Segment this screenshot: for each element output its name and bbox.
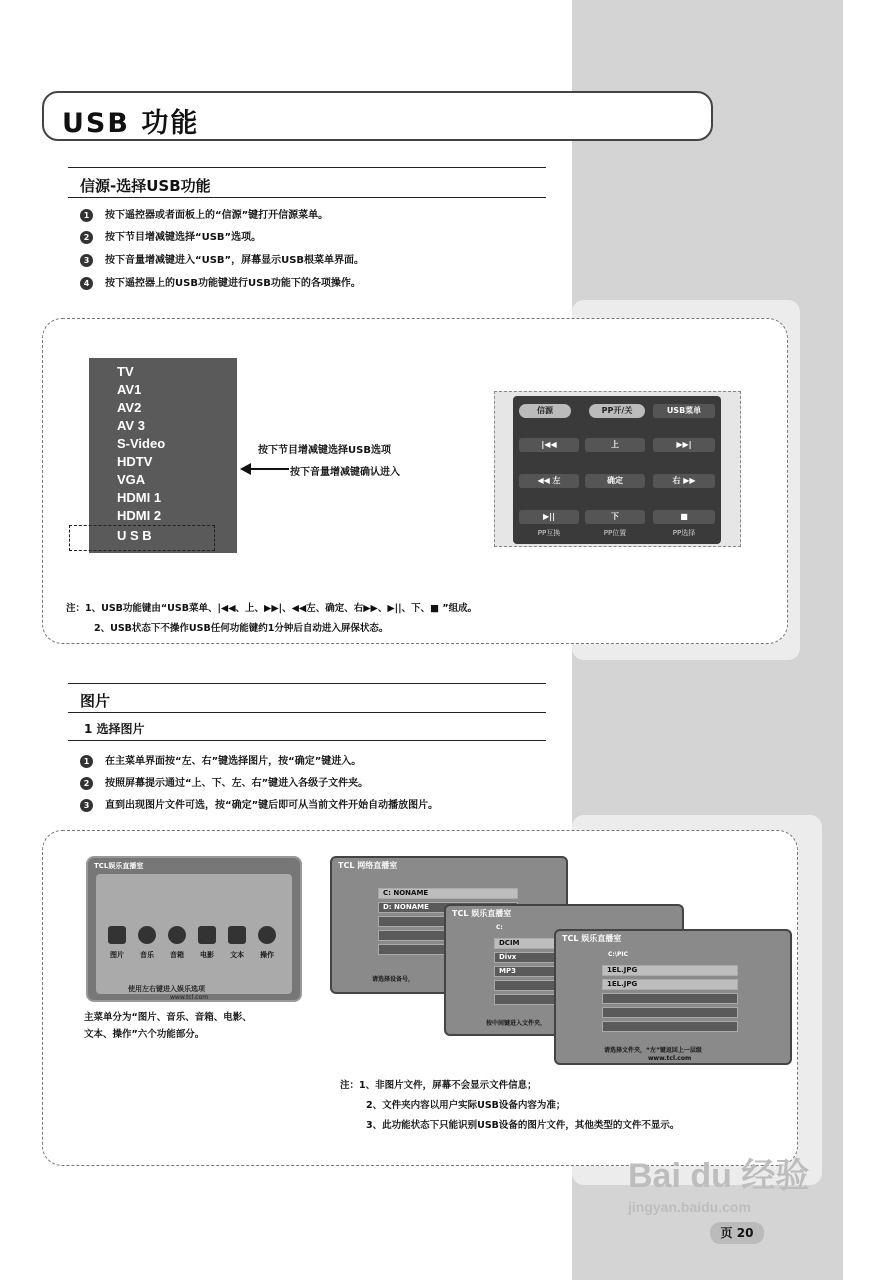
play-pause-key: ▶|| — [519, 510, 579, 524]
remote-keypad — [513, 396, 721, 544]
file-row — [602, 1007, 738, 1018]
up-key: 上 — [585, 438, 645, 452]
source-menu-item-usb: U S B — [117, 528, 152, 543]
source-menu-item: TV — [117, 364, 134, 379]
remote-label: PP互换 — [537, 529, 561, 537]
window-title: TCL 娱乐直播室 — [562, 934, 622, 943]
section1-bottom-rule — [68, 197, 546, 198]
main-menu-screen — [96, 874, 292, 994]
section2-note-3: 3、此功能状态下只能识别USB设备的图片文件，其他类型的文件不显示。 — [366, 1120, 680, 1131]
file-row: 1EL.JPG — [602, 965, 738, 976]
source-menu-item: AV 3 — [117, 418, 145, 433]
usb-menu-key: USB菜单 — [653, 404, 715, 418]
main-menu-footer: 使用左右键进入娱乐选项 — [128, 985, 205, 993]
down-key: 下 — [585, 510, 645, 524]
main-menu-title: TCL娱乐直播室 — [94, 862, 144, 870]
section2-step-3: 3 直到出现图片文件可选，按“确定”键后即可从当前文件开始自动播放图片。 — [80, 796, 438, 812]
main-menu-caption-1: 主菜单分为“图片、音乐、音箱、电影、 — [84, 1012, 252, 1023]
menu-label: 音箱 — [170, 951, 184, 959]
section1-step-2: 2 按下节目增减键选择“USB”选项。 — [80, 228, 261, 244]
page-title-box — [42, 91, 713, 141]
movie-icon — [198, 926, 216, 944]
source-menu-item: HDMI 2 — [117, 508, 162, 523]
picture-icon — [108, 926, 126, 944]
page-number: 页 20 — [710, 1222, 764, 1244]
stop-key: ■ — [653, 510, 715, 524]
menu-label: 图片 — [110, 951, 124, 959]
pp-onoff-key: PP开/关 — [589, 404, 645, 418]
right-key: 右 ▶▶ — [653, 474, 715, 488]
window-footer: 请选择文件夹，“左”键返回上一层级 — [604, 1047, 702, 1054]
next-key: ▶▶| — [653, 438, 715, 452]
section2-step-1: 1 在主菜单界面按“左、右”键选择图片，按“确定”键进入。 — [80, 752, 361, 768]
main-menu-caption-2: 文本、操作”六个功能部分。 — [84, 1029, 205, 1040]
window-title: TCL 娱乐直播室 — [452, 909, 512, 918]
gear-icon — [258, 926, 276, 944]
main-menu-url: www.tcl.com — [170, 994, 209, 1001]
menu-label: 电影 — [200, 951, 214, 959]
source-menu-item: VGA — [117, 472, 146, 487]
section2-note-1: 注：1、非图片文件，屏幕不会显示文件信息； — [340, 1080, 537, 1091]
source-menu-item: AV2 — [117, 400, 142, 415]
text-icon — [228, 926, 246, 944]
file-row: 1EL.JPG — [602, 979, 738, 990]
step-number: 2 — [80, 777, 93, 790]
device-row: C: NONAME — [378, 888, 518, 899]
usb-selection-box — [69, 525, 215, 551]
source-key: 信源 — [519, 404, 571, 418]
baidu-watermark — [628, 1148, 809, 1215]
menu-label: 音乐 — [140, 951, 154, 959]
section1-step-1: 1 按下遥控器或者面板上的“信源”键打开信源菜单。 — [80, 206, 328, 222]
left-key: ◀◀ 左 — [519, 474, 579, 488]
step-number: 2 — [80, 231, 93, 244]
section2-heading: 图片 — [80, 692, 111, 710]
menu-label: 操作 — [260, 951, 274, 959]
source-menu-item: AV1 — [117, 382, 142, 397]
ok-key: 确定 — [585, 474, 645, 488]
folder-row: Divx — [494, 952, 614, 963]
window-path: C: — [496, 924, 503, 931]
watermark-url: jingyan.baidu.com — [628, 1199, 751, 1215]
source-menu-item: HDTV — [117, 454, 153, 469]
arrow-line — [249, 468, 289, 470]
section2-mid-rule — [68, 712, 546, 713]
section2-subheading: 1 选择图片 — [84, 722, 145, 736]
music-icon — [138, 926, 156, 944]
source-menu — [89, 358, 237, 553]
remote-label: PP选择 — [672, 529, 696, 537]
window-footer: 按中间键进入文件夹， — [486, 1020, 547, 1027]
file-select-window — [554, 929, 792, 1065]
section1-step-4: 4 按下遥控器上的USB功能键进行USB功能下的各项操作。 — [80, 274, 361, 290]
window-url: www.tcl.com — [648, 1055, 692, 1062]
section2-step-2: 2 按照屏幕提示通过“上、下、左、右”键进入各级子文件夹。 — [80, 774, 368, 790]
step-number: 1 — [80, 755, 93, 768]
section1-top-rule — [68, 167, 546, 168]
section1-note-1: 注：1、USB功能键由“USB菜单、|◀◀、上、▶▶|、◀◀左、确定、右▶▶、▶||、下、■ ”组成。 — [66, 603, 478, 614]
step-number: 3 — [80, 254, 93, 267]
section1-heading: 信源-选择USB功能 — [80, 177, 211, 195]
annotation-select: 按下节目增减键选择USB选项 — [258, 445, 391, 456]
device-row: D: NONAME — [378, 902, 518, 913]
section2-bottom-rule — [68, 740, 546, 741]
section2-note-2: 2、文件夹内容以用户实际USB设备内容为准； — [366, 1100, 566, 1111]
menu-label: 文本 — [230, 951, 244, 959]
file-row — [602, 1021, 738, 1032]
page-title: USB 功能 — [62, 108, 200, 139]
speaker-icon — [168, 926, 186, 944]
window-footer: 请选择设备号， — [372, 976, 415, 983]
folder-row: MP3 — [494, 966, 614, 977]
window-path: C:\PIC — [608, 951, 629, 958]
source-menu-item: S-Video — [117, 436, 166, 451]
step-number: 3 — [80, 799, 93, 812]
section1-note-2: 2、USB状态下不操作USB任何功能键约1分钟后自动进入屏保状态。 — [94, 623, 389, 634]
step-number: 4 — [80, 277, 93, 290]
remote-label: PP位置 — [603, 529, 627, 537]
main-menu-screenshot — [86, 856, 302, 1002]
source-menu-item: HDMI 1 — [117, 490, 162, 505]
annotation-confirm: 按下音量增减键确认进入 — [290, 467, 400, 478]
section1-step-3: 3 按下音量增减键进入“USB”，屏幕显示USB根菜单界面。 — [80, 251, 364, 267]
folder-row: DCIM — [494, 938, 614, 949]
watermark-brand: Bai du 经验 — [628, 1157, 810, 1195]
section2-top-rule — [68, 683, 546, 684]
prev-key: |◀◀ — [519, 438, 579, 452]
remote-control-image — [494, 391, 741, 547]
file-row — [602, 993, 738, 1004]
step-number: 1 — [80, 209, 93, 222]
window-title: TCL 网络直播室 — [338, 861, 398, 870]
